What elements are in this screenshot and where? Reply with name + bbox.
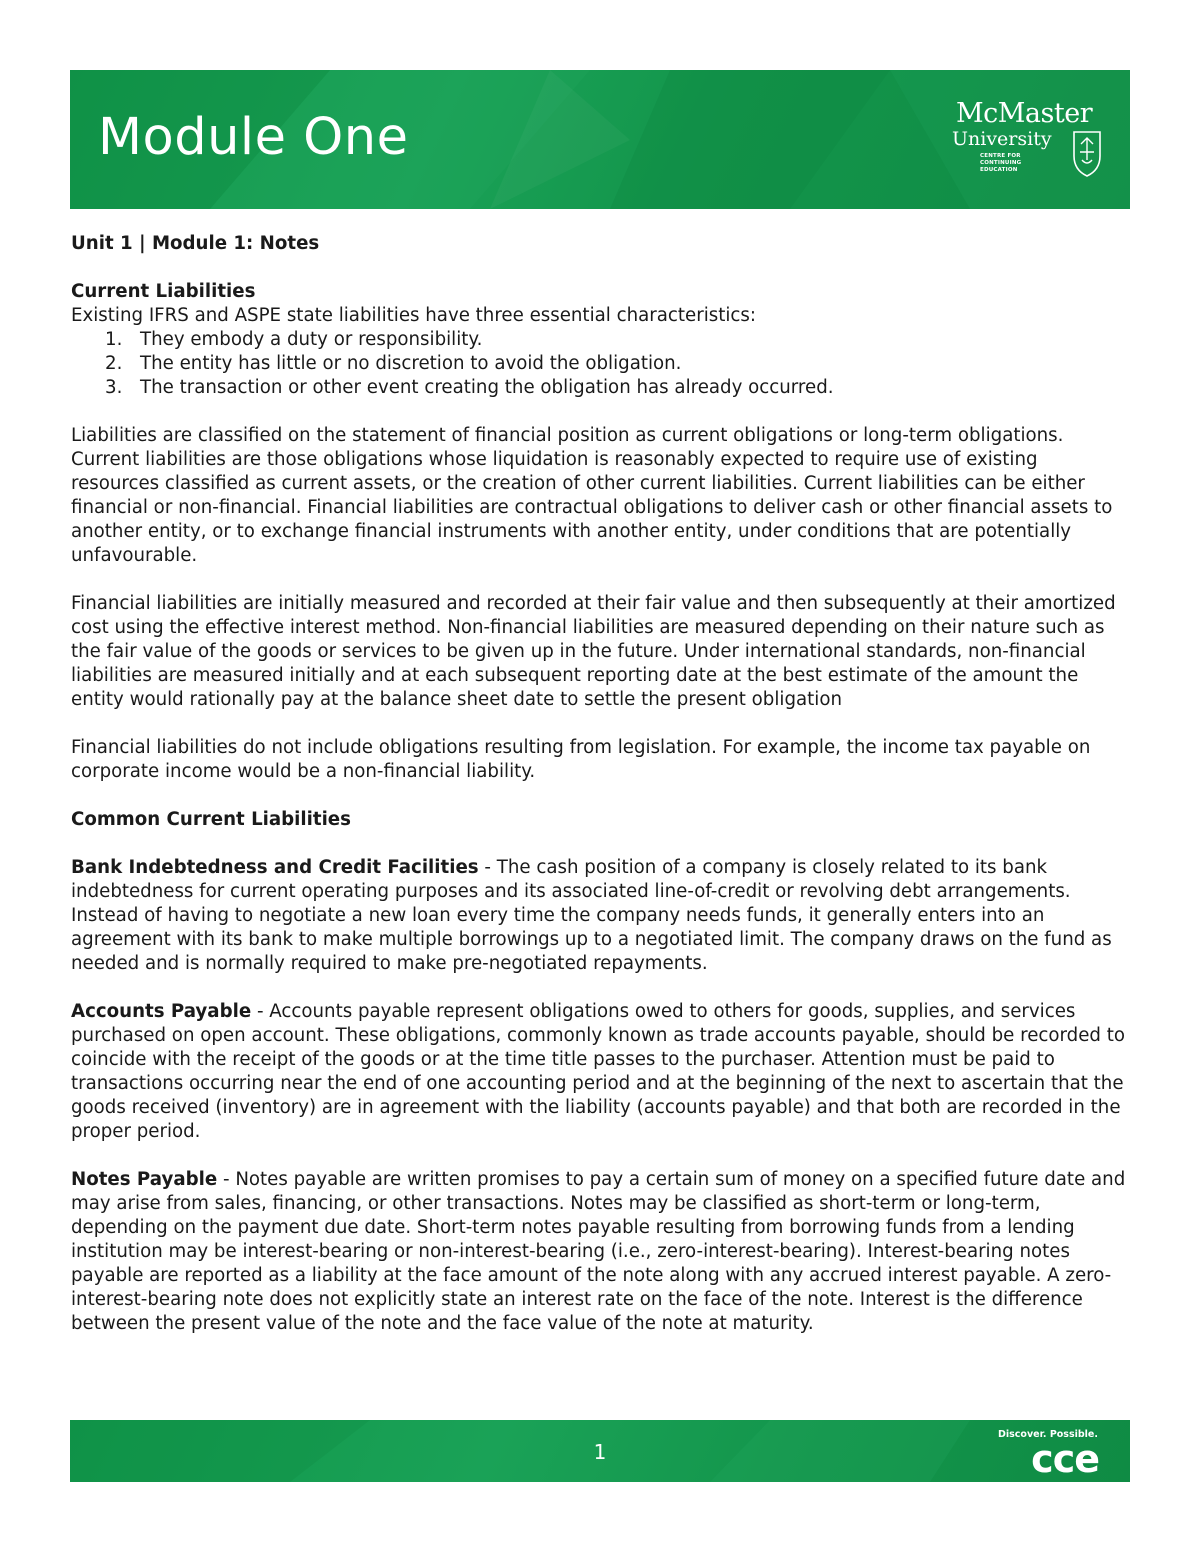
page-title: Module One [98, 108, 409, 167]
list-item-text: They embody a duty or responsibility. [140, 329, 483, 350]
characteristics-list [71, 328, 1131, 400]
body-notes-payable: - Notes payable are written promises to pay a certain sum of money on a specified future date and may arise from sales, financing, or other transactions. Notes may be classified as short-term or long-term, depending on the payment due date. Short-term notes payable resulting from borrowing funds from a lending institution may be interest-bearing or non-interest-bearing (i.e., zero-interest-bearing). Interest-bearing notes payable are reported as a liability at the face amount of the note along with any accrued interest payable. A zero-interest-bearing note does not explicitly state an interest rate on the face of the note. Interest is the difference between the present value of the note and the face value of the note at maturity. [71, 1169, 1126, 1334]
list-item-number: 1. [105, 329, 123, 350]
characteristics-intro: Existing IFRS and ASPE state liabilities have three essential characteristics: [71, 305, 757, 326]
list-item-number: 3. [105, 377, 123, 398]
section-bank-indebtedness [71, 856, 1131, 976]
module-banner [70, 70, 1130, 209]
section-title-current-liabilities: Current Liabilities [71, 281, 256, 302]
mcmaster-logo [952, 98, 1102, 182]
doc-heading: Unit 1 | Module 1: Notes [71, 233, 320, 254]
crest-icon [1072, 130, 1102, 178]
body-accounts-payable: - Accounts payable represent obligations owed to others for goods, supplies, and services purchased on open account. These obligations, commonly known as trade accounts payable, should be recorded to coincide with the receipt of the goods or at the time title passes to the purchaser. Attention must be paid to transactions occurring near the end of one accounting period and at the beginning of the next to ascertain that the goods received (inventory) are in agreement with the liability (accounts payable) and that both are recorded in the proper period. [71, 1001, 1125, 1142]
list-item [71, 352, 1131, 376]
list-item [71, 328, 1131, 352]
section-notes-payable [71, 1168, 1131, 1336]
page-number: 1 [593, 1440, 607, 1464]
list-item [71, 376, 1131, 400]
document-body [71, 232, 1131, 1336]
logo-subtitle [980, 153, 1060, 174]
logo-subtitle-line-2: CONTINUING EDUCATION [980, 160, 1022, 174]
paragraph-measurement: Financial liabilities are initially measured and recorded at their fair value and then subsequently at their amortized cost using the effective interest method. Non-financial liabilities are measured depending on their nature such as the fair value of the goods or services to be given up in the future. Under international standards, non-financial liabilities are measured initially and at each subsequent reporting date at the best estimate of the amount the entity would rationally pay at the balance sheet date to settle the present obligation [71, 593, 1116, 710]
term-bank-indebtedness: Bank Indebtedness and Credit Facilities [71, 857, 479, 878]
footer-tagline: Discover. Possible. [997, 1429, 1098, 1440]
logo-subtitle-line-1: CENTRE FOR [980, 153, 1021, 159]
cce-logo: cce [1031, 1437, 1099, 1481]
list-item-text: The entity has little or no discretion to avoid the obligation. [140, 353, 682, 374]
term-notes-payable: Notes Payable [71, 1169, 218, 1190]
logo-wordmark: McMaster [956, 98, 1093, 129]
term-accounts-payable: Accounts Payable [71, 1001, 252, 1022]
section-accounts-payable [71, 1000, 1131, 1144]
paragraph-legislation: Financial liabilities do not include obligations resulting from legislation. For example, the income tax payable on corporate income would be a non-financial liability. [71, 737, 1091, 782]
section-title-common-liabilities: Common Current Liabilities [71, 809, 351, 830]
logo-university: University [952, 128, 1052, 150]
list-item-number: 2. [105, 353, 123, 374]
list-item-text: The transaction or other event creating the obligation has already occurred. [140, 377, 834, 398]
body-bank-indebtedness: - The cash position of a company is closely related to its bank indebtedness for current operating purposes and its associated line-of-credit or revolving debt arrangements. Instead of having to negotiate a new loan every time the company needs funds, it generally enters into an agreement with its bank to make multiple borrowings up to a negotiated limit. The company draws on the fund as needed and is normally required to make pre-negotiated repayments. [71, 857, 1112, 974]
page-footer [70, 1420, 1130, 1482]
paragraph-classification: Liabilities are classified on the statement of financial position as current obligations or long-term obligations. Current liabilities are those obligations whose liquidation is reasonably expected to require use of existing resources classified as current assets, or the creation of other current liabilities. Current liabilities can be either financial or non-financial. Financial liabilities are contractual obligations to deliver cash or other financial assets to another entity, or to exchange financial instruments with another entity, under conditions that are potentially unfavourable. [71, 425, 1113, 566]
